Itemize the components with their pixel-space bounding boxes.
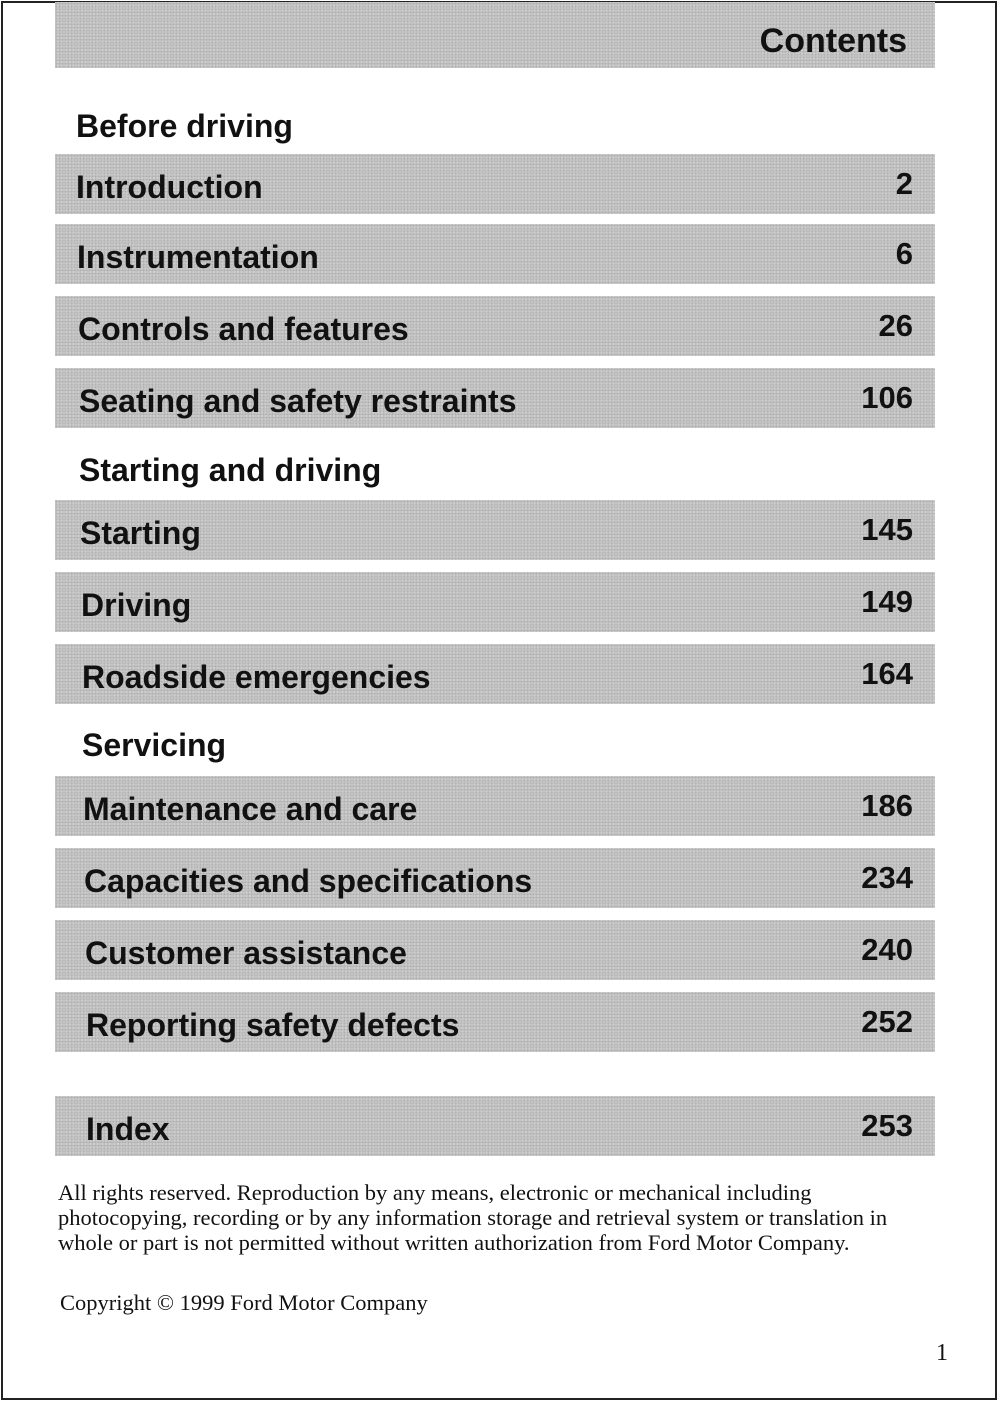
toc-entry-maintenance-and-care[interactable] — [55, 776, 935, 836]
toc-entry-label: Reporting safety defects — [86, 1007, 460, 1043]
section-heading-servicing: Servicing — [82, 727, 227, 763]
page-number: 1 — [936, 1340, 948, 1366]
toc-entry-label: Introduction — [76, 169, 263, 205]
toc-entry-label: Controls and features — [78, 311, 409, 347]
toc-entry-introduction[interactable] — [55, 154, 935, 214]
toc-entry-label: Capacities and specifications — [84, 863, 533, 899]
toc-entry-label: Seating and safety restraints — [79, 383, 517, 419]
contents-header — [55, 2, 935, 68]
toc-entry-label: Index — [86, 1111, 170, 1147]
toc-entry-page: 186 — [861, 788, 913, 823]
toc-entry-roadside-emergencies[interactable] — [55, 644, 935, 704]
toc-entry-label: Starting — [80, 515, 201, 551]
toc-entry-reporting-safety-defects[interactable] — [55, 992, 935, 1052]
toc-entry-page: 240 — [861, 932, 913, 967]
toc-entry-index[interactable] — [55, 1096, 935, 1156]
copyright-notice: Copyright © 1999 Ford Motor Company — [60, 1290, 428, 1315]
toc-entry-customer-assistance[interactable] — [55, 920, 935, 980]
toc-entry-label: Customer assistance — [85, 935, 407, 971]
toc-entry-capacities-and-specifications[interactable] — [55, 848, 935, 908]
toc-entry-starting[interactable] — [55, 500, 935, 560]
toc-entry-label: Instrumentation — [77, 239, 319, 275]
toc-entry-label: Maintenance and care — [83, 791, 418, 827]
legal-notice: All rights reserved. Reproduction by any means, electronic or mechanical including photocopying, recording or by any information storage and retrieval system or translation in whole or part is not permitted without written authorization from Ford Motor Company. — [58, 1180, 888, 1255]
toc-entry-page: 164 — [861, 656, 913, 691]
toc-entry-page: 234 — [861, 860, 913, 895]
toc-entry-seating-and-safety-restraints[interactable] — [55, 368, 935, 428]
page-title: Contents — [759, 22, 907, 60]
toc-entry-page: 252 — [861, 1004, 913, 1039]
toc-entry-page: 106 — [861, 380, 913, 415]
toc-entry-page: 145 — [861, 512, 913, 547]
toc-entry-label: Roadside emergencies — [82, 659, 431, 695]
section-heading-before-driving: Before driving — [76, 108, 293, 144]
toc-entry-instrumentation[interactable] — [55, 224, 935, 284]
toc-entry-controls-and-features[interactable] — [55, 296, 935, 356]
toc-entry-page: 26 — [878, 308, 913, 343]
section-heading-starting-and-driving: Starting and driving — [79, 452, 382, 488]
toc-entry-page: 6 — [895, 236, 913, 271]
toc-entry-page: 149 — [861, 584, 913, 619]
toc-entry-label: Driving — [81, 587, 192, 623]
toc-entry-page: 2 — [895, 166, 913, 201]
toc-entry-page: 253 — [861, 1108, 913, 1143]
toc-entry-driving[interactable] — [55, 572, 935, 632]
